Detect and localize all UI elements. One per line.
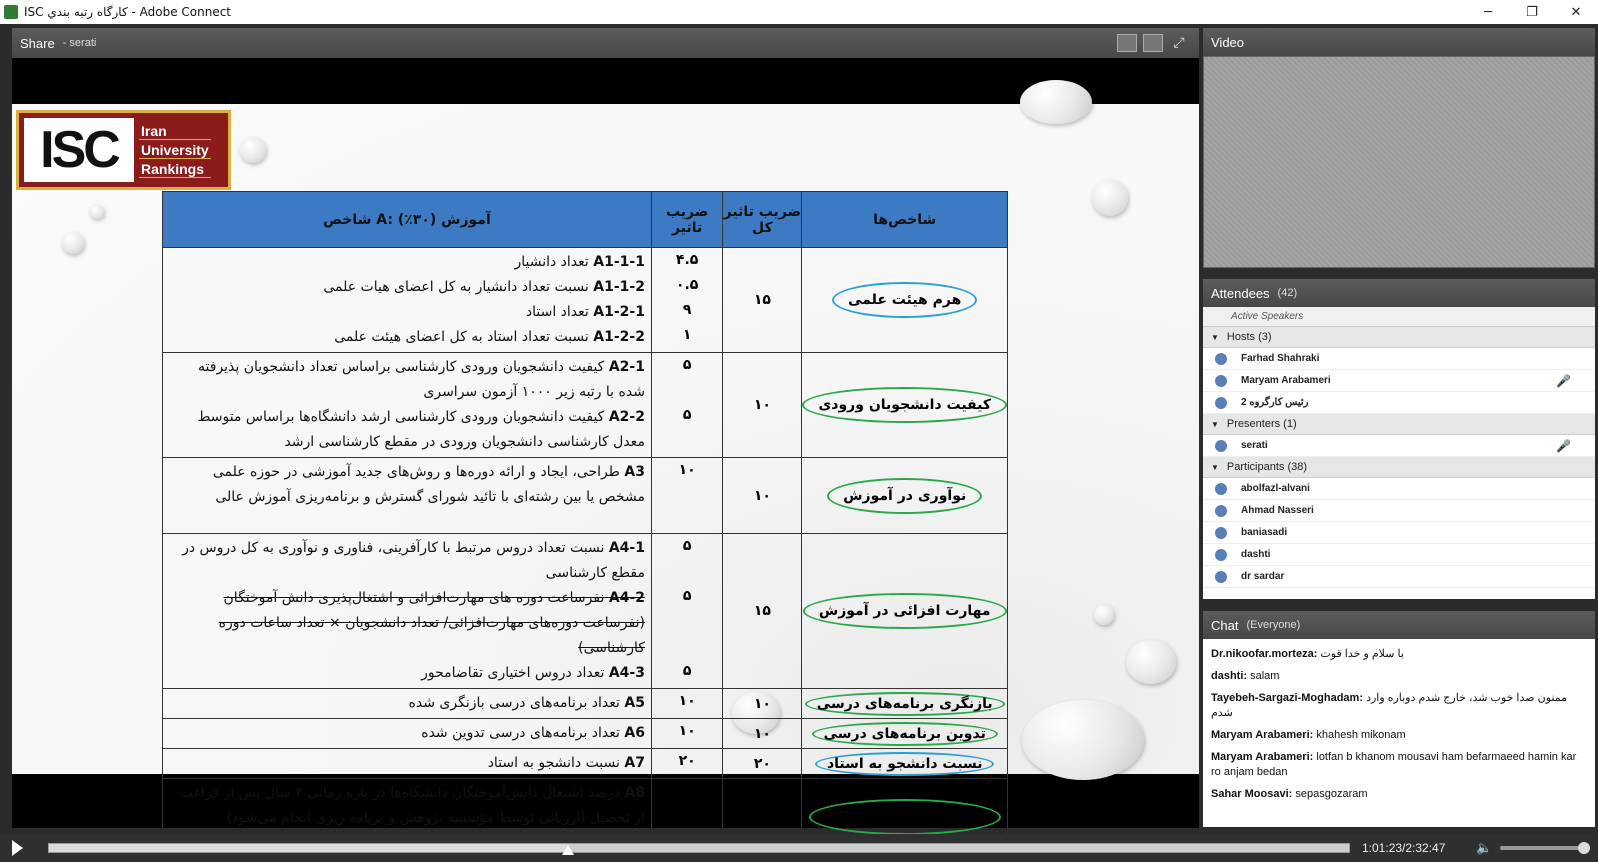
water-drop <box>1020 80 1092 124</box>
playback-time: 1:01:23/2:32:47 <box>1362 841 1446 855</box>
chat-message <box>1211 728 1587 743</box>
attendee-group-label: Presenters (1) <box>1226 418 1297 430</box>
attendee-row[interactable] <box>1203 392 1595 414</box>
chat-sender: Maryam Arabameri: <box>1211 729 1314 741</box>
attendee-name: Farhad Shahraki <box>1241 353 1320 364</box>
table-row <box>163 248 1008 353</box>
indicator-item <box>169 275 645 300</box>
indicator-item <box>169 586 645 661</box>
impact-value: ۴.۵ <box>675 252 699 268</box>
video-area <box>1203 56 1595 268</box>
logo-isc-text: ISC <box>24 118 134 182</box>
indicator-item <box>169 536 645 586</box>
attendees-header <box>1203 279 1595 307</box>
user-icon <box>1215 505 1227 517</box>
attendees-title: Attendees <box>1211 285 1270 301</box>
total-impact-cell: ۱۰ <box>723 719 802 749</box>
chat-sender: Sahar Moosavi: <box>1211 788 1293 800</box>
chat-message <box>1211 787 1587 802</box>
chat-sender: Tayebeh-Sargazi-Moghadam: <box>1211 692 1363 704</box>
indicator-code: A4-2 <box>608 590 645 606</box>
total-impact-cell: ۱۰ <box>723 353 802 458</box>
chat-text: lotfan b khanom mousavi ham befarmaeed hamin kar ro anjam bedan <box>1211 751 1577 778</box>
user-icon <box>1215 440 1227 452</box>
indicator-code: A6 <box>624 725 645 741</box>
indicator-text: تعداد استاد <box>525 304 589 320</box>
indicator-code: A8 <box>624 785 645 801</box>
indicator-code: A5 <box>624 695 645 711</box>
indicator-code: A3 <box>624 464 645 480</box>
indicator-text: کیفیت دانشجویان ورودی کارشناسی براساس تعداد دانشجویان پذیرفته شده با رتبه زیر ۱۰۰۰ آزمون سراسری <box>198 359 645 400</box>
chat-message <box>1211 750 1587 780</box>
attendee-row[interactable] <box>1203 522 1595 544</box>
header-indicator: شاخص A: آموزش (۳۰٪) <box>163 192 652 248</box>
chat-sender: Maryam Arabameri: <box>1211 751 1314 763</box>
logo-word: Rankings <box>139 161 211 178</box>
play-icon[interactable] <box>12 840 23 856</box>
collapse-icon[interactable]: ▼ <box>1211 462 1219 472</box>
chat-sender: Dr.nikoofar.morteza: <box>1211 648 1318 660</box>
criteria-label: مهارت افزائی در آموزش <box>803 593 1007 629</box>
impact-value: ۵ <box>682 407 692 423</box>
impact-cell <box>651 719 722 749</box>
indicator-text: طراحی، ایجاد و ارائه دوره‌ها و روش‌های جدید آموزشی در حوزه علمی مشخص یا بین رشته‌ای با تائید شورای گسترش و برنامه‌ریزی آموزش عالی <box>212 464 645 505</box>
criteria-cell <box>802 353 1008 458</box>
criteria-label: بازنگری برنامه‌های درسی <box>805 692 1005 716</box>
attendees-count: (42) <box>1277 287 1298 299</box>
attendee-group-label: Participants (38) <box>1226 461 1308 473</box>
user-icon <box>1215 483 1227 495</box>
total-impact-cell: ۱۵ <box>723 534 802 689</box>
criteria-label: کیفیت دانشجویان ورودی <box>802 387 1007 423</box>
impact-cell <box>651 534 722 689</box>
indicator-cell <box>163 248 652 353</box>
table-row <box>163 689 1008 719</box>
table-row <box>163 534 1008 689</box>
chat-messages <box>1203 639 1595 817</box>
chat-text: با سلام و خدا قوت <box>1320 648 1404 660</box>
impact-value: ۵ <box>682 663 692 679</box>
attendee-name: Ahmad Nasseri <box>1241 505 1314 516</box>
attendee-name: رئیس کارگروه 2 <box>1241 397 1309 408</box>
seek-progress <box>49 844 569 852</box>
indicator-code: A1-2-1 <box>593 304 645 320</box>
user-icon <box>1215 527 1227 539</box>
table-row <box>163 353 1008 458</box>
indicator-item <box>169 325 645 350</box>
total-impact-cell: ۱۰ <box>723 779 802 855</box>
indicator-item <box>169 250 645 275</box>
share-pod-title: Share <box>20 35 55 51</box>
attendee-row[interactable] <box>1203 500 1595 522</box>
user-icon <box>1215 397 1227 409</box>
indicator-code: A2-2 <box>608 409 645 425</box>
water-drop <box>1022 700 1144 780</box>
indicator-text: تعداد دروس اختیاری تقاضامحور <box>421 665 605 681</box>
attendee-name: dr sardar <box>1241 571 1285 582</box>
attendee-name: serati <box>1241 440 1268 451</box>
right-panel <box>1203 28 1595 800</box>
header-impact: ضریب تاثیر <box>651 192 722 248</box>
user-icon <box>1215 375 1227 387</box>
indicator-cell <box>163 458 652 534</box>
impact-value: ۵ <box>682 588 692 604</box>
impact-value: ۱ <box>682 327 692 343</box>
water-drop <box>1094 605 1114 625</box>
water-drop <box>90 205 104 219</box>
attendee-group-label: Hosts (3) <box>1226 331 1272 343</box>
indicator-item <box>169 300 645 325</box>
criteria-label: هرم هیئت علمی <box>832 282 977 318</box>
chat-text: salam <box>1250 670 1280 682</box>
impact-value: ۲۰ <box>678 753 696 769</box>
header-total: ضریب تاثیر کل <box>723 192 802 248</box>
impact-cell <box>651 749 722 779</box>
indicator-item <box>169 751 645 776</box>
volume-knob[interactable] <box>1578 842 1590 854</box>
water-drop <box>62 232 84 254</box>
layout-icon[interactable] <box>1117 34 1137 52</box>
chat-text: ممنون صدا خوب شد، خارج شدم دوباره وارد شدم <box>1211 692 1567 719</box>
indicator-text: نسبت تعداد دانشیار به کل اعضای هیات علمی <box>323 279 589 295</box>
minimize-button[interactable]: ─ <box>1484 4 1492 20</box>
indicator-code: A4-1 <box>608 540 645 556</box>
indicator-cell <box>163 534 652 689</box>
table-row <box>163 458 1008 534</box>
criteria-label: تدوین برنامه‌های درسی <box>812 722 998 746</box>
chat-message <box>1211 669 1587 684</box>
logo-word: Iran <box>139 123 211 140</box>
chat-title: Chat <box>1211 617 1239 633</box>
attendee-row[interactable] <box>1203 478 1595 500</box>
water-drop <box>1092 180 1128 216</box>
window-titlebar <box>0 0 1598 24</box>
impact-value: ۰.۵ <box>675 277 699 293</box>
indicator-item <box>169 661 645 686</box>
criteria-table <box>162 191 1008 855</box>
fullscreen-icon[interactable]: ⤢ <box>1173 35 1185 51</box>
water-drop <box>1126 640 1176 684</box>
indicator-text: نسبت تعداد دروس مرتبط با کارآفرینی، فناوری و نوآوری به کل دروس در مقطع کارشناسی <box>182 540 645 581</box>
attendees-pod <box>1203 279 1595 599</box>
criteria-cell <box>802 248 1008 353</box>
share-pod <box>12 28 1199 828</box>
indicator-text: کیفیت دانشجویان ورودی کارشناسی ارشد دانشگاه‌ها براساس متوسط معدل کارشناسی دانشجویان ورودی در مقطع کارشناسی ارشد <box>197 409 645 450</box>
criteria-label: نوآوری در آموزش <box>827 478 982 514</box>
attendee-group[interactable] <box>1203 457 1595 478</box>
total-impact-cell: ۱۰ <box>723 458 802 534</box>
speaker-icon[interactable]: 🔈 <box>1476 841 1493 856</box>
impact-cell <box>651 458 722 534</box>
water-drop <box>240 137 266 163</box>
indicator-text: تعداد برنامه‌های درسی بازنگری شده <box>408 695 620 711</box>
indicator-code: A1-2-2 <box>593 329 645 345</box>
criteria-cell <box>802 534 1008 689</box>
attendee-row[interactable] <box>1203 566 1595 588</box>
impact-value: ۵ <box>682 538 692 554</box>
indicator-text: نفرساعت دوره های مهارت‌افزائی و اشتغال‌پذیری دانش آموختگان (نفرساعت دوره‌های مهارت‌افزائی/ تعداد دانشجویان × تعداد ساعات دوره کارشناسی) <box>218 590 645 656</box>
indicator-code: A1-1-1 <box>593 254 645 270</box>
indicator-item <box>169 691 645 716</box>
indicator-text: تعداد برنامه‌های درسی تدوین شده <box>421 725 620 741</box>
chat-text: khahesh mikonam <box>1316 729 1406 741</box>
close-button[interactable]: ✕ <box>1570 4 1582 20</box>
criteria-cell <box>802 719 1008 749</box>
impact-value: ۱۰ <box>678 783 696 799</box>
indicator-code: A7 <box>624 755 645 771</box>
presentation-slide <box>12 104 1199 826</box>
impact-value: ۱۰ <box>678 693 696 709</box>
indicator-text: درصد اشتغال دانش‌آموختگان دانشگاه‌ها در بازه زمانی ۴ سال پس از فراغت از تحصیل (ارزیابی توسط مؤسسه پژوهش و برنامه ریزی انجام می‌شود) <box>179 785 645 826</box>
impact-value: ۱۰ <box>678 462 696 478</box>
indicator-cell <box>163 749 652 779</box>
window-title: ISC کارگاه رتبه بندي - Adobe Connect <box>24 5 232 19</box>
attendee-row[interactable] <box>1203 348 1595 370</box>
chat-header <box>1203 611 1595 639</box>
indicator-item <box>169 460 645 510</box>
criteria-label: اشتغال دانش آموختگان <box>809 799 1001 835</box>
indicator-text: نسبت تعداد استاد به کل اعضای هیئت علمی <box>334 329 589 345</box>
playback-bar <box>0 834 1598 862</box>
chat-message <box>1211 647 1587 662</box>
total-impact-cell: ۱۰ <box>723 689 802 719</box>
impact-value: ۵ <box>682 357 692 373</box>
attendee-name: abolfazl-alvani <box>1241 483 1310 494</box>
indicator-item <box>169 781 645 831</box>
header-criteria: شاخص‌ها <box>802 192 1008 248</box>
indicator-cell <box>163 719 652 749</box>
criteria-label: نسبت دانشجو به استاد <box>815 752 994 776</box>
attendee-name: dashti <box>1241 549 1271 560</box>
impact-cell <box>651 689 722 719</box>
table-row <box>163 749 1008 779</box>
impact-value: ۱۰ <box>678 723 696 739</box>
isc-logo <box>16 110 231 190</box>
criteria-cell <box>802 458 1008 534</box>
indicator-code: A4-3 <box>608 665 645 681</box>
impact-cell <box>651 248 722 353</box>
attendee-group[interactable] <box>1203 414 1595 435</box>
impact-cell <box>651 353 722 458</box>
indicator-item <box>169 721 645 746</box>
collapse-icon[interactable]: ▼ <box>1211 332 1219 342</box>
chat-sender: dashti: <box>1211 670 1248 682</box>
video-pod-header <box>1203 28 1595 56</box>
indicator-text: تعداد دانشیار <box>514 254 589 270</box>
indicator-item <box>169 405 645 455</box>
criteria-cell <box>802 689 1008 719</box>
microphone-icon: 🎤 <box>1556 373 1571 388</box>
attendee-name: Maryam Arabameri <box>1241 375 1331 386</box>
collapse-icon[interactable]: ▼ <box>1211 419 1219 429</box>
total-impact-cell: ۲۰ <box>723 749 802 779</box>
impact-value: ۹ <box>682 302 692 318</box>
share-pod-header <box>12 28 1199 58</box>
adobe-connect-icon <box>4 5 18 19</box>
share-presenter: - serati <box>62 37 97 49</box>
microphone-icon: 🎤 <box>1556 438 1571 453</box>
indicator-code: A2-1 <box>608 359 645 375</box>
attendee-row[interactable] <box>1203 370 1595 392</box>
seek-thumb[interactable] <box>562 845 574 855</box>
indicator-text: نسبت دانشجو به استاد <box>487 755 620 771</box>
attendee-group[interactable] <box>1203 327 1595 348</box>
chat-pod <box>1203 611 1595 827</box>
indicator-cell <box>163 353 652 458</box>
total-impact-cell: ۱۵ <box>723 248 802 353</box>
user-icon <box>1215 571 1227 583</box>
active-speakers: Active Speakers <box>1203 307 1595 327</box>
volume-slider[interactable] <box>1500 846 1586 850</box>
video-pod-title: Video <box>1211 34 1245 50</box>
maximize-button[interactable]: ❐ <box>1526 4 1538 20</box>
user-icon <box>1215 353 1227 365</box>
logo-word: University <box>141 141 209 158</box>
table-row <box>163 719 1008 749</box>
attendee-name: baniasadi <box>1241 527 1288 538</box>
criteria-cell <box>802 749 1008 779</box>
chat-scope: (Everyone) <box>1246 619 1301 631</box>
chat-text: sepasgozaram <box>1295 788 1368 800</box>
attendee-row[interactable] <box>1203 435 1595 457</box>
indicator-code: A1-1-2 <box>593 279 645 295</box>
seek-bar[interactable] <box>48 843 1350 853</box>
fit-width-icon[interactable] <box>1143 34 1163 52</box>
user-icon <box>1215 549 1227 561</box>
chat-message <box>1211 691 1587 721</box>
indicator-item <box>169 355 645 405</box>
indicator-cell <box>163 689 652 719</box>
attendee-row[interactable] <box>1203 544 1595 566</box>
